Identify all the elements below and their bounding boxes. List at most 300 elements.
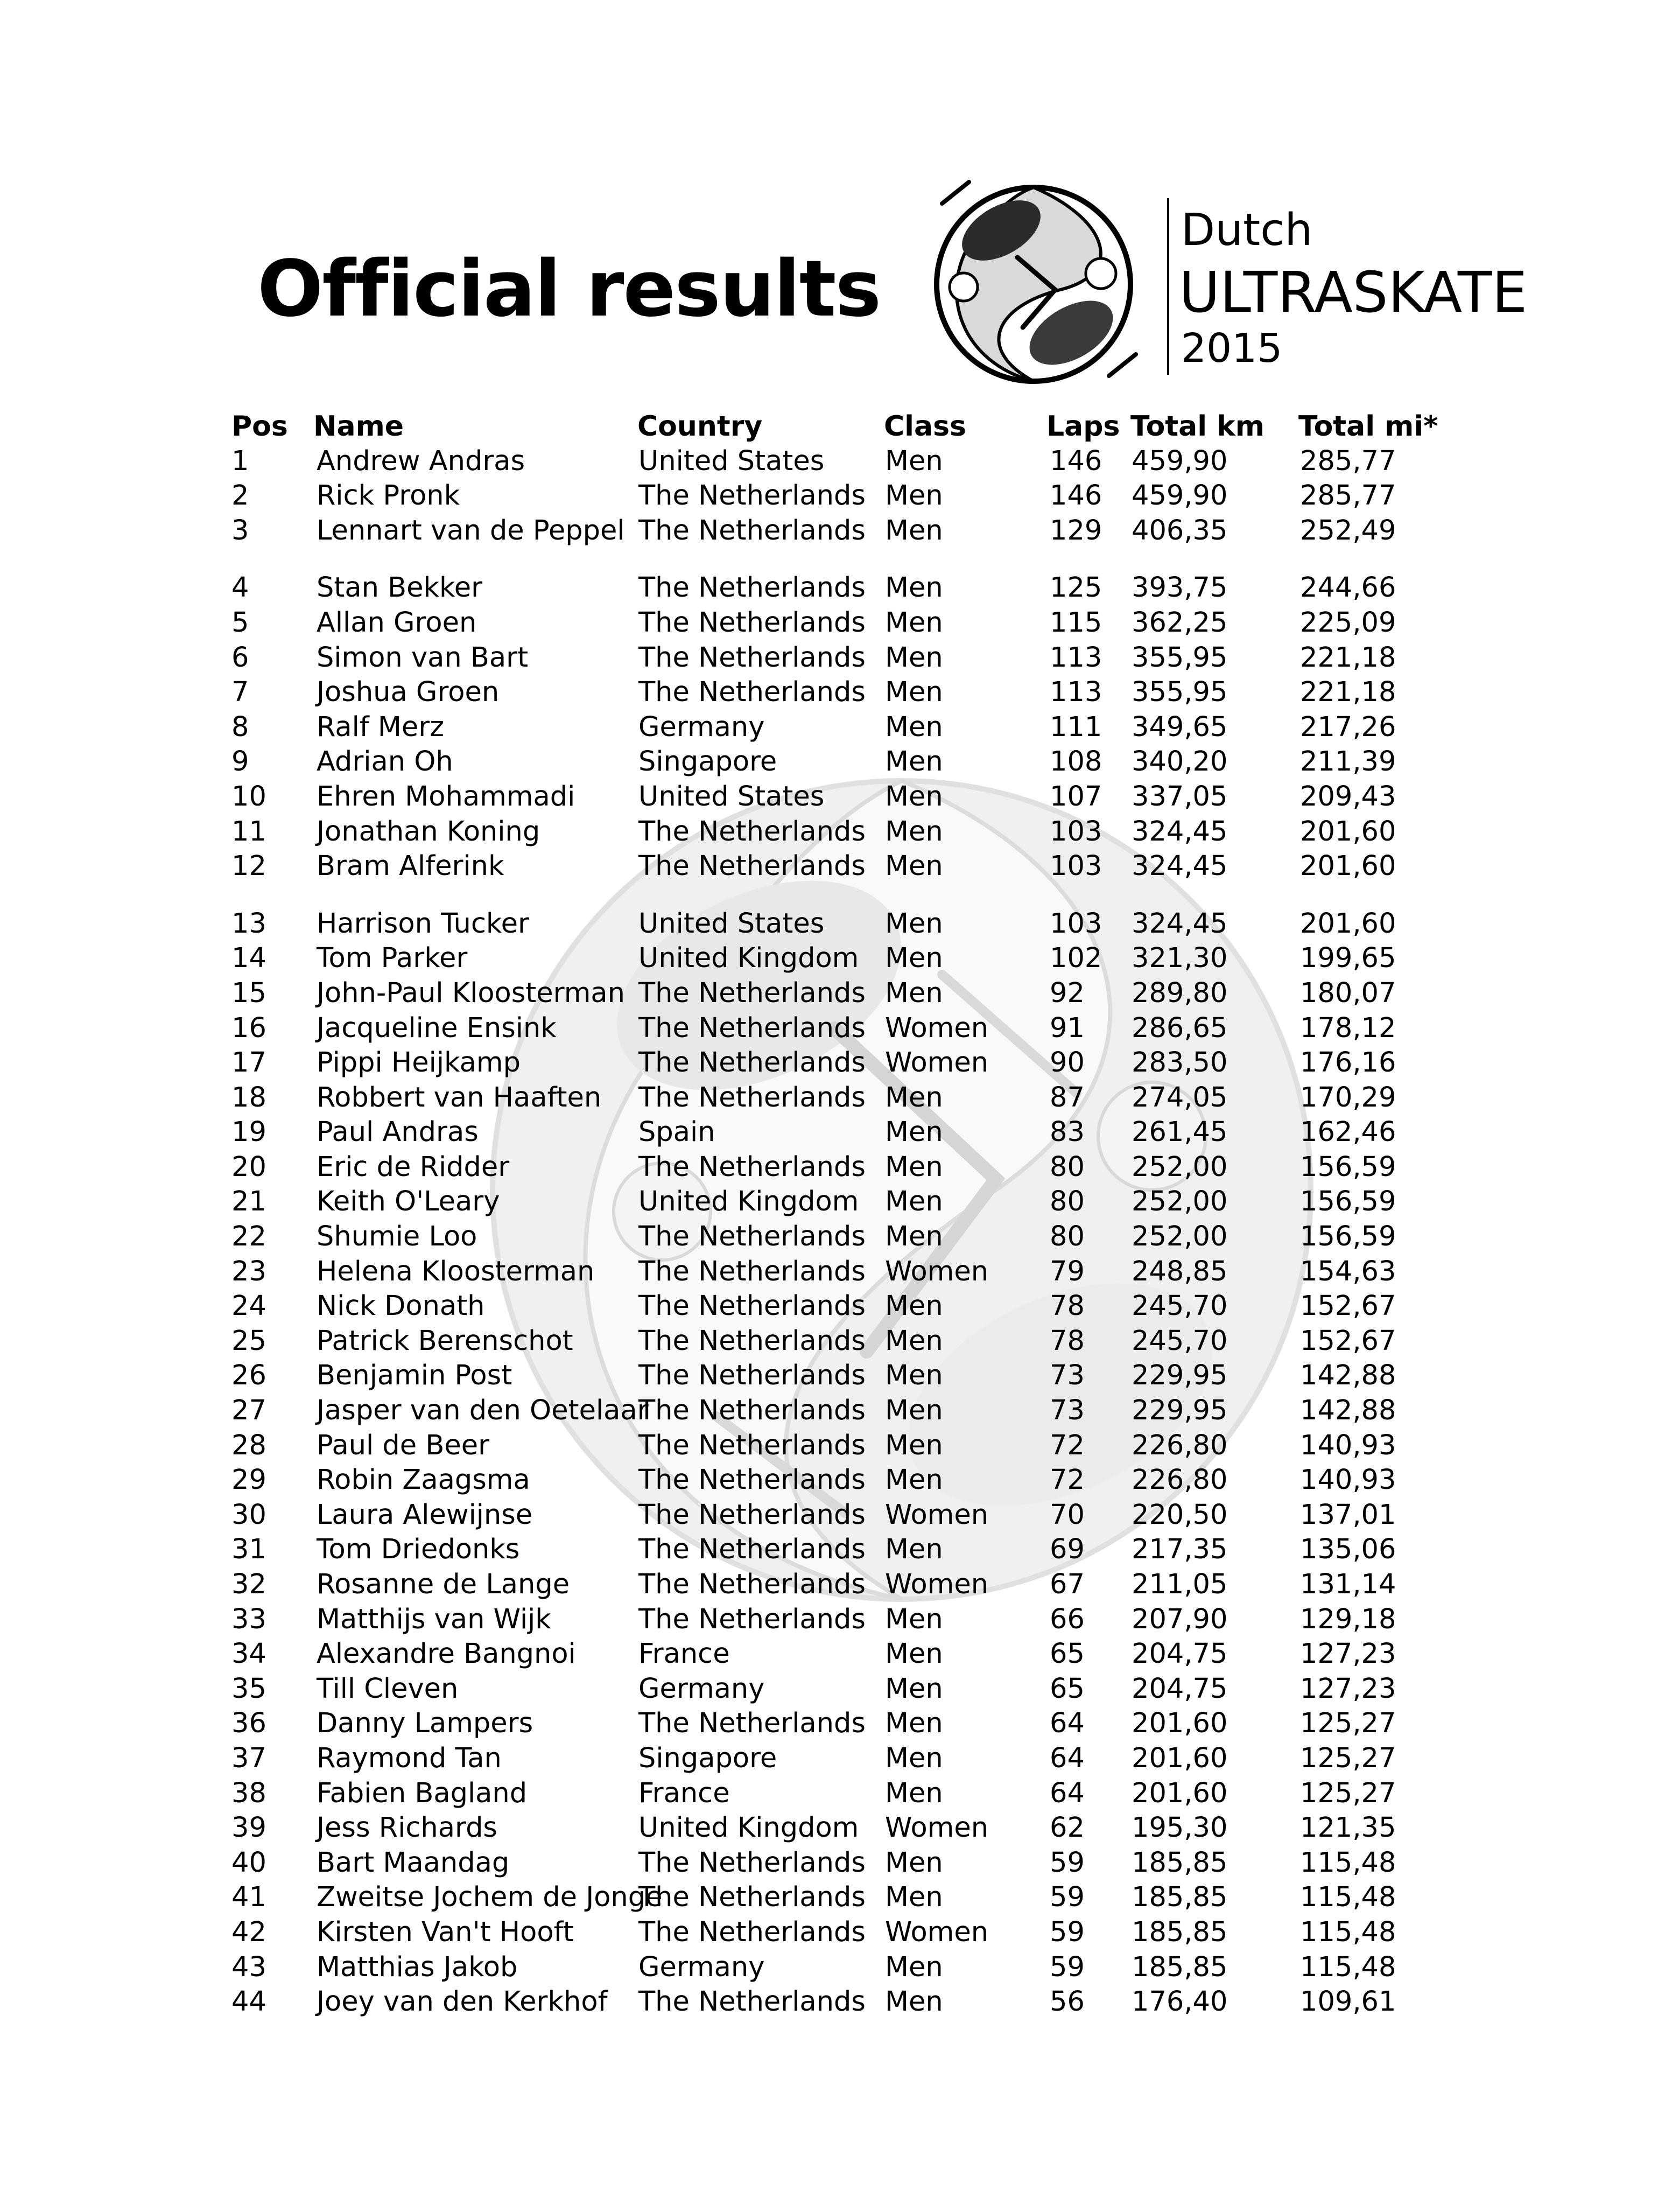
cell-total-mi: 180,07 <box>1300 977 1396 1009</box>
cell-pos: 8 <box>231 711 249 743</box>
cell-class: Men <box>885 445 943 477</box>
cell-pos: 34 <box>231 1638 266 1670</box>
cell-country: United States <box>638 780 825 813</box>
cell-pos: 25 <box>231 1325 266 1357</box>
cell-total-mi: 176,16 <box>1300 1047 1396 1079</box>
table-row <box>231 1359 1470 1394</box>
cell-total-km: 355,95 <box>1132 641 1228 674</box>
table-row <box>231 571 1470 606</box>
cell-laps: 103 <box>1050 907 1102 940</box>
cell-laps: 125 <box>1050 572 1102 604</box>
cell-total-mi: 152,67 <box>1300 1325 1396 1357</box>
cell-name: Jasper van den Oetelaar <box>317 1395 649 1427</box>
cell-country: The Netherlands <box>638 1881 866 1914</box>
cell-pos: 6 <box>231 641 249 674</box>
cell-total-mi: 127,23 <box>1300 1672 1396 1705</box>
cell-laps: 73 <box>1050 1395 1085 1427</box>
table-row <box>231 1289 1470 1324</box>
cell-country: United Kingdom <box>638 1186 859 1218</box>
cell-laps: 66 <box>1050 1603 1085 1635</box>
cell-total-km: 245,70 <box>1132 1290 1228 1322</box>
cell-name: Bram Alferink <box>317 850 504 883</box>
table-row <box>231 1150 1470 1185</box>
cell-name: Robbert van Haaften <box>317 1081 602 1114</box>
table-row <box>231 1846 1470 1881</box>
table-row <box>231 1255 1470 1290</box>
cell-country: The Netherlands <box>638 676 866 709</box>
cell-class: Men <box>885 641 943 674</box>
cell-class: Women <box>885 1916 989 1948</box>
cell-class: Men <box>885 514 943 547</box>
cell-class: Men <box>885 1395 943 1427</box>
cell-country: Singapore <box>638 746 777 778</box>
table-row <box>231 1220 1470 1255</box>
cell-country: The Netherlands <box>638 1221 866 1253</box>
cell-name: Benjamin Post <box>317 1360 512 1392</box>
table-row <box>231 1046 1470 1081</box>
table-row <box>231 1741 1470 1776</box>
cell-total-mi: 244,66 <box>1300 572 1396 604</box>
cell-class: Men <box>885 1707 943 1740</box>
cell-class: Men <box>885 815 943 848</box>
cell-class: Men <box>885 1325 943 1357</box>
cell-class: Men <box>885 676 943 709</box>
header-pos: Pos <box>231 410 288 443</box>
cell-total-km: 211,05 <box>1132 1569 1228 1600</box>
table-row <box>231 1115 1470 1150</box>
cell-name: Jess Richards <box>317 1812 498 1844</box>
cell-name: Tom Parker <box>317 942 468 975</box>
cell-name: Till Cleven <box>317 1672 459 1705</box>
cell-class: Women <box>885 1569 989 1600</box>
cell-country: The Netherlands <box>638 1151 866 1183</box>
cell-name: Nick Donath <box>317 1290 485 1322</box>
cell-laps: 115 <box>1050 606 1102 639</box>
cell-total-mi: 142,88 <box>1300 1360 1396 1392</box>
cell-name: Robin Zaagsma <box>317 1464 530 1496</box>
cell-total-km: 204,75 <box>1132 1672 1228 1705</box>
header-total-km: Total km <box>1130 410 1264 443</box>
cell-pos: 11 <box>231 815 266 848</box>
table-row <box>231 1950 1470 1985</box>
cell-total-mi: 225,09 <box>1300 606 1396 639</box>
cell-laps: 59 <box>1050 1916 1085 1948</box>
cell-country: The Netherlands <box>638 1290 866 1322</box>
cell-class: Men <box>885 1360 943 1392</box>
cell-total-mi: 115,48 <box>1300 1951 1396 1983</box>
cell-class: Men <box>885 1221 943 1253</box>
cell-name: Matthias Jakob <box>317 1951 518 1983</box>
table-row <box>231 1637 1470 1672</box>
table-row <box>231 1498 1470 1533</box>
cell-country: The Netherlands <box>638 514 866 547</box>
cell-total-km: 195,30 <box>1132 1812 1228 1844</box>
cell-total-mi: 125,27 <box>1300 1707 1396 1740</box>
cell-name: Jacqueline Ensink <box>317 1012 557 1044</box>
cell-name: Pippi Heijkamp <box>317 1047 521 1079</box>
cell-total-km: 349,65 <box>1132 711 1228 743</box>
cell-laps: 80 <box>1050 1151 1085 1183</box>
table-row <box>231 1706 1470 1741</box>
cell-total-mi: 285,77 <box>1300 480 1396 512</box>
cell-laps: 70 <box>1050 1499 1085 1531</box>
cell-country: The Netherlands <box>638 1707 866 1740</box>
cell-class: Men <box>885 572 943 604</box>
cell-name: Tom Driedonks <box>317 1534 520 1566</box>
cell-pos: 30 <box>231 1499 266 1531</box>
cell-pos: 42 <box>231 1916 266 1948</box>
table-row <box>231 1532 1470 1567</box>
cell-name: Ehren Mohammadi <box>317 780 575 813</box>
cell-total-km: 245,70 <box>1132 1325 1228 1357</box>
cell-total-mi: 125,27 <box>1300 1777 1396 1809</box>
cell-laps: 69 <box>1050 1534 1085 1566</box>
cell-pos: 24 <box>231 1290 266 1322</box>
cell-class: Women <box>885 1499 989 1531</box>
cell-pos: 14 <box>231 942 266 975</box>
cell-laps: 83 <box>1050 1116 1085 1149</box>
table-row <box>231 479 1470 514</box>
cell-name: Bart Maandag <box>317 1846 510 1879</box>
cell-country: Singapore <box>638 1742 777 1774</box>
cell-total-km: 248,85 <box>1132 1255 1228 1287</box>
cell-country: The Netherlands <box>638 1986 866 2018</box>
cell-country: The Netherlands <box>638 1360 866 1392</box>
header-name: Name <box>313 410 404 443</box>
header-total-mi: Total mi* <box>1298 410 1438 443</box>
cell-pos: 18 <box>231 1081 266 1114</box>
cell-name: Matthijs van Wijk <box>317 1603 551 1635</box>
cell-class: Men <box>885 850 943 883</box>
cell-total-km: 459,90 <box>1132 445 1228 477</box>
cell-pos: 41 <box>231 1881 266 1914</box>
cell-class: Men <box>885 1846 943 1879</box>
cell-class: Men <box>885 942 943 975</box>
cell-laps: 113 <box>1050 676 1102 709</box>
cell-class: Men <box>885 907 943 940</box>
cell-laps: 56 <box>1050 1986 1085 2018</box>
cell-laps: 80 <box>1050 1221 1085 1253</box>
brand-year: 2015 <box>1181 325 1283 372</box>
table-row <box>231 815 1470 850</box>
cell-total-mi: 201,60 <box>1300 850 1396 883</box>
cell-total-km: 185,85 <box>1132 1846 1228 1879</box>
cell-country: The Netherlands <box>638 480 866 512</box>
header-class: Class <box>884 410 966 443</box>
cell-name: Patrick Berenschot <box>317 1325 573 1357</box>
header-country: Country <box>637 410 763 443</box>
cell-total-km: 289,80 <box>1132 977 1228 1009</box>
cell-total-km: 229,95 <box>1132 1360 1228 1392</box>
table-row <box>231 745 1470 780</box>
cell-total-mi: 135,06 <box>1300 1534 1396 1566</box>
cell-total-km: 252,00 <box>1132 1221 1228 1253</box>
table-row <box>231 907 1470 942</box>
cell-laps: 108 <box>1050 746 1102 778</box>
cell-class: Men <box>885 1429 943 1461</box>
cell-class: Men <box>885 1881 943 1914</box>
cell-name: Stan Bekker <box>317 572 483 604</box>
cell-laps: 111 <box>1050 711 1102 743</box>
cell-country: France <box>638 1777 730 1809</box>
table-body <box>231 444 1470 2020</box>
cell-name: Shumie Loo <box>317 1221 477 1253</box>
cell-name: John-Paul Kloosterman <box>317 977 626 1009</box>
cell-country: The Netherlands <box>638 1464 866 1496</box>
cell-class: Women <box>885 1012 989 1044</box>
cell-class: Men <box>885 1534 943 1566</box>
cell-total-mi: 201,60 <box>1300 907 1396 940</box>
cell-total-km: 201,60 <box>1132 1742 1228 1774</box>
cell-laps: 129 <box>1050 514 1102 547</box>
cell-total-km: 220,50 <box>1132 1499 1228 1531</box>
cell-class: Men <box>885 780 943 813</box>
cell-total-mi: 156,59 <box>1300 1221 1396 1253</box>
table-row <box>231 1672 1470 1707</box>
cell-total-km: 229,95 <box>1132 1395 1228 1427</box>
cell-total-km: 226,80 <box>1132 1464 1228 1496</box>
cell-pos: 19 <box>231 1116 266 1149</box>
cell-name: Joshua Groen <box>317 676 500 709</box>
cell-name: Jonathan Koning <box>317 815 540 848</box>
cell-class: Men <box>885 1186 943 1218</box>
cell-country: France <box>638 1638 730 1670</box>
cell-country: The Netherlands <box>638 1047 866 1079</box>
cell-total-km: 207,90 <box>1132 1603 1228 1635</box>
cell-laps: 72 <box>1050 1464 1085 1496</box>
cell-pos: 21 <box>231 1186 266 1218</box>
cell-pos: 37 <box>231 1742 266 1774</box>
cell-total-mi: 142,88 <box>1300 1395 1396 1427</box>
cell-class: Men <box>885 711 943 743</box>
cell-laps: 146 <box>1050 445 1102 477</box>
cell-class: Women <box>885 1255 989 1287</box>
cell-country: The Netherlands <box>638 1569 866 1600</box>
cell-name: Raymond Tan <box>317 1742 502 1774</box>
cell-pos: 32 <box>231 1569 266 1600</box>
cell-laps: 78 <box>1050 1290 1085 1322</box>
cell-country: The Netherlands <box>638 641 866 674</box>
cell-pos: 4 <box>231 572 249 604</box>
cell-laps: 59 <box>1050 1881 1085 1914</box>
cell-total-km: 321,30 <box>1132 942 1228 975</box>
cell-name: Keith O'Leary <box>317 1186 500 1218</box>
table-row <box>231 1811 1470 1846</box>
cell-country: The Netherlands <box>638 850 866 883</box>
cell-pos: 12 <box>231 850 266 883</box>
table-row <box>231 1915 1470 1950</box>
cell-pos: 13 <box>231 907 266 940</box>
cell-class: Men <box>885 606 943 639</box>
cell-name: Danny Lampers <box>317 1707 533 1740</box>
cell-total-mi: 199,65 <box>1300 942 1396 975</box>
cell-total-mi: 209,43 <box>1300 780 1396 813</box>
cell-laps: 78 <box>1050 1325 1085 1357</box>
cell-laps: 91 <box>1050 1012 1085 1044</box>
cell-laps: 90 <box>1050 1047 1085 1079</box>
cell-total-mi: 178,12 <box>1300 1012 1396 1044</box>
cell-pos: 29 <box>231 1464 266 1496</box>
cell-country: The Netherlands <box>638 815 866 848</box>
cell-total-km: 185,85 <box>1132 1881 1228 1914</box>
cell-class: Men <box>885 1638 943 1670</box>
cell-pos: 44 <box>231 1986 266 2018</box>
cell-total-km: 393,75 <box>1132 572 1228 604</box>
cell-name: Rosanne de Lange <box>317 1569 570 1600</box>
cell-laps: 103 <box>1050 850 1102 883</box>
cell-total-mi: 115,48 <box>1300 1846 1396 1879</box>
cell-total-km: 324,45 <box>1132 907 1228 940</box>
cell-total-km: 252,00 <box>1132 1151 1228 1183</box>
table-header <box>231 409 1470 444</box>
cell-name: Allan Groen <box>317 606 477 639</box>
cell-pos: 38 <box>231 1777 266 1809</box>
cell-total-mi: 140,93 <box>1300 1429 1396 1461</box>
header-laps: Laps <box>1046 410 1120 443</box>
cell-total-km: 217,35 <box>1132 1534 1228 1566</box>
cell-pos: 36 <box>231 1707 266 1740</box>
cell-total-mi: 127,23 <box>1300 1638 1396 1670</box>
table-row <box>231 1429 1470 1464</box>
cell-total-km: 324,45 <box>1132 850 1228 883</box>
cell-total-mi: 115,48 <box>1300 1916 1396 1948</box>
cell-pos: 3 <box>231 514 249 547</box>
cell-name: Eric de Ridder <box>317 1151 510 1183</box>
cell-name: Harrison Tucker <box>317 907 529 940</box>
cell-class: Men <box>885 977 943 1009</box>
cell-name: Joey van den Kerkhof <box>317 1986 608 2018</box>
cell-country: The Netherlands <box>638 1395 866 1427</box>
cell-class: Men <box>885 1464 943 1496</box>
cell-name: Adrian Oh <box>317 746 453 778</box>
cell-total-mi: 285,77 <box>1300 445 1396 477</box>
table-row <box>231 1011 1470 1046</box>
table-row <box>231 1602 1470 1637</box>
cell-class: Women <box>885 1047 989 1079</box>
cell-total-mi: 125,27 <box>1300 1742 1396 1774</box>
cell-total-mi: 221,18 <box>1300 676 1396 709</box>
cell-country: The Netherlands <box>638 606 866 639</box>
cell-name: Ralf Merz <box>317 711 445 743</box>
cell-country: United Kingdom <box>638 1812 859 1844</box>
cell-country: The Netherlands <box>638 1255 866 1287</box>
cell-laps: 113 <box>1050 641 1102 674</box>
table-row <box>231 1880 1470 1915</box>
table-row <box>231 941 1470 976</box>
cell-laps: 64 <box>1050 1742 1085 1774</box>
cell-class: Women <box>885 1812 989 1844</box>
cell-total-mi: 140,93 <box>1300 1464 1396 1496</box>
cell-laps: 146 <box>1050 480 1102 512</box>
cell-total-mi: 170,29 <box>1300 1081 1396 1114</box>
cell-laps: 64 <box>1050 1707 1085 1740</box>
cell-pos: 28 <box>231 1429 266 1461</box>
cell-laps: 73 <box>1050 1360 1085 1392</box>
cell-pos: 17 <box>231 1047 266 1079</box>
cell-country: The Netherlands <box>638 1012 866 1044</box>
brand-divider <box>1167 198 1169 375</box>
cell-name: Alexandre Bangnoi <box>317 1638 576 1670</box>
cell-total-mi: 115,48 <box>1300 1881 1396 1914</box>
cell-country: The Netherlands <box>638 1325 866 1357</box>
cell-total-km: 261,45 <box>1132 1116 1228 1149</box>
cell-pos: 35 <box>231 1672 266 1705</box>
cell-total-km: 362,25 <box>1132 606 1228 639</box>
cell-country: The Netherlands <box>638 1499 866 1531</box>
table-row <box>231 675 1470 710</box>
cell-laps: 65 <box>1050 1672 1085 1705</box>
cell-total-km: 185,85 <box>1132 1951 1228 1983</box>
table-row <box>231 1185 1470 1220</box>
cell-total-km: 226,80 <box>1132 1429 1228 1461</box>
table-row <box>231 1985 1470 2020</box>
cell-name: Andrew Andras <box>317 445 525 477</box>
cell-laps: 59 <box>1050 1951 1085 1983</box>
cell-class: Men <box>885 1151 943 1183</box>
cell-pos: 22 <box>231 1221 266 1253</box>
cell-name: Kirsten Van't Hooft <box>317 1916 574 1948</box>
cell-total-mi: 162,46 <box>1300 1116 1396 1149</box>
cell-class: Men <box>885 1777 943 1809</box>
cell-total-mi: 221,18 <box>1300 641 1396 674</box>
cell-country: The Netherlands <box>638 572 866 604</box>
cell-total-km: 340,20 <box>1132 746 1228 778</box>
table-row <box>231 976 1470 1011</box>
cell-name: Zweitse Jochem de Jonge <box>317 1881 663 1914</box>
cell-name: Laura Alewijnse <box>317 1499 533 1531</box>
cell-total-mi: 137,01 <box>1300 1499 1396 1531</box>
cell-class: Men <box>885 1951 943 1983</box>
cell-laps: 103 <box>1050 815 1102 848</box>
cell-pos: 5 <box>231 606 249 639</box>
cell-country: United Kingdom <box>638 942 859 975</box>
cell-pos: 1 <box>231 445 249 477</box>
cell-laps: 64 <box>1050 1777 1085 1809</box>
cell-laps: 67 <box>1050 1569 1085 1600</box>
cell-pos: 16 <box>231 1012 266 1044</box>
cell-laps: 59 <box>1050 1846 1085 1879</box>
table-row <box>231 1567 1470 1602</box>
cell-pos: 15 <box>231 977 266 1009</box>
cell-name: Paul de Beer <box>317 1429 490 1461</box>
cell-laps: 92 <box>1050 977 1085 1009</box>
cell-class: Men <box>885 1603 943 1635</box>
cell-total-km: 204,75 <box>1132 1638 1228 1670</box>
cell-pos: 7 <box>231 676 249 709</box>
cell-total-km: 274,05 <box>1132 1081 1228 1114</box>
cell-laps: 87 <box>1050 1081 1085 1114</box>
table-row <box>231 710 1470 745</box>
cell-country: Germany <box>638 711 765 743</box>
cell-total-km: 459,90 <box>1132 480 1228 512</box>
cell-class: Men <box>885 1986 943 2018</box>
cell-pos: 33 <box>231 1603 266 1635</box>
cell-laps: 65 <box>1050 1638 1085 1670</box>
table-row <box>231 444 1470 479</box>
table-row <box>231 514 1470 549</box>
cell-total-mi: 201,60 <box>1300 815 1396 848</box>
cell-class: Men <box>885 1672 943 1705</box>
cell-total-km: 201,60 <box>1132 1707 1228 1740</box>
cell-pos: 31 <box>231 1534 266 1566</box>
cell-country: The Netherlands <box>638 1846 866 1879</box>
cell-country: The Netherlands <box>638 1081 866 1114</box>
cell-country: The Netherlands <box>638 1534 866 1566</box>
cell-laps: 62 <box>1050 1812 1085 1844</box>
cell-name: Fabien Bagland <box>317 1777 528 1809</box>
cell-total-km: 176,40 <box>1132 1986 1228 2018</box>
cell-total-km: 406,35 <box>1132 514 1228 547</box>
